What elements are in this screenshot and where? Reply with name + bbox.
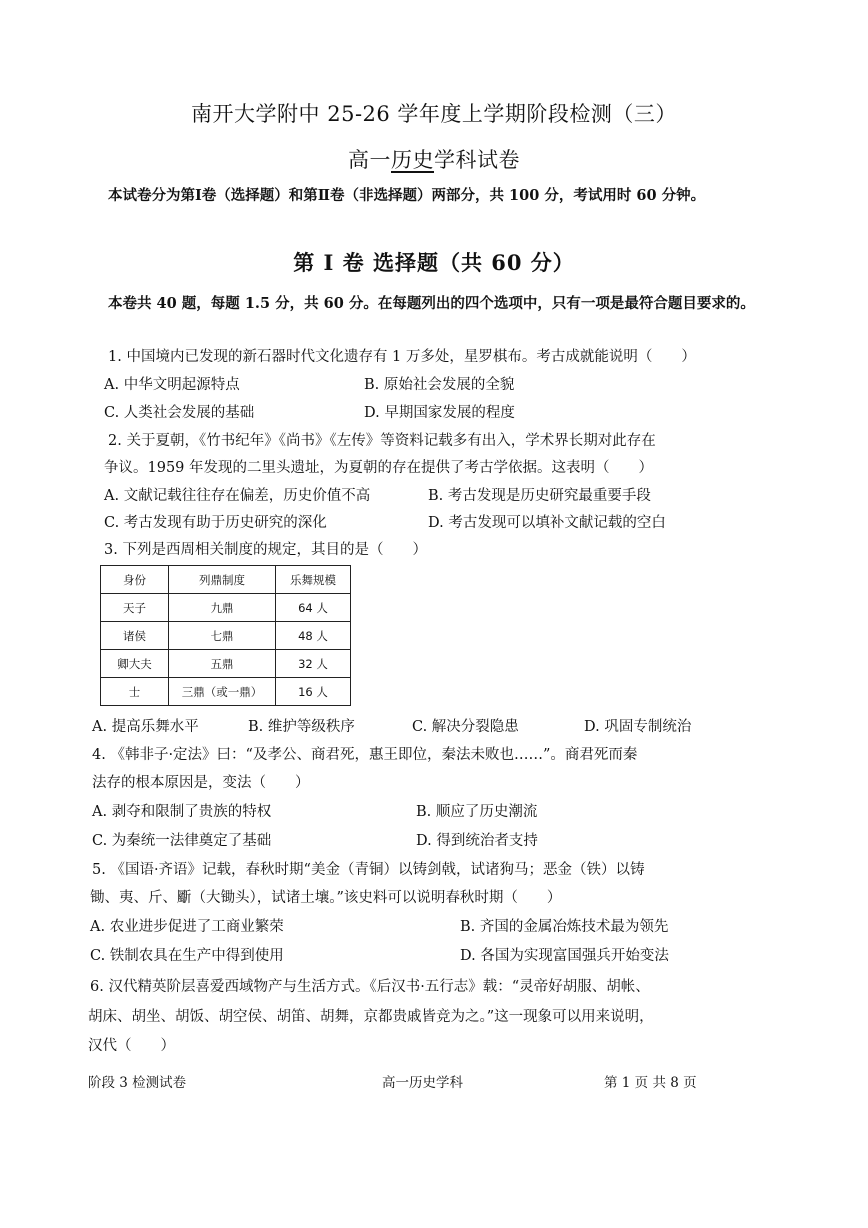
question-5-option-d: D. 各国为实现富国强兵开始变法 <box>460 948 669 964</box>
question-1-stem: 1. 中国境内已发现的新石器时代文化遗存有 1 万多处，星罗棋布。考古成就能说明（ ） <box>108 349 696 365</box>
page-title: 南开大学附中 25-26 学年度上学期阶段检测（三） <box>191 102 677 126</box>
table-cell: 七鼎 <box>169 622 276 650</box>
exam-intro: 本试卷分为第Ⅰ卷（选择题）和第Ⅱ卷（非选择题）两部分，共 100 分，考试用时 60 分钟。 <box>108 187 706 204</box>
question-2-option-d: D. 考古发现可以填补文献记载的空白 <box>428 515 666 531</box>
question-3-option-a: A. 提高乐舞水平 <box>92 719 199 735</box>
table-cell: 九鼎 <box>169 594 276 622</box>
subject-title-suffix: 学科试卷 <box>434 148 520 172</box>
footer-exam-name: 阶段 3 检测试卷 <box>88 1075 187 1091</box>
table-header-cell: 身份 <box>101 566 169 594</box>
question-2-option-a: A. 文献记载往往存在偏差，历史价值不高 <box>104 488 371 504</box>
question-4-option-a: A. 剥夺和限制了贵族的特权 <box>92 804 272 820</box>
question-2-stem-line-1: 2. 关于夏朝，《竹书纪年》《尚书》《左传》等资料记载多有出入，学术界长期对此存在 <box>108 433 656 449</box>
table-cell: 32 人 <box>276 650 351 678</box>
subject-title <box>0 144 868 174</box>
question-5-option-a: A. 农业进步促进了工商业繁荣 <box>90 919 284 935</box>
table-header-row <box>101 566 351 594</box>
question-4-stem-line-2: 法存的根本原因是，变法（ ） <box>92 775 310 791</box>
table-cell: 五鼎 <box>169 650 276 678</box>
question-1-option-c: C. 人类社会发展的基础 <box>104 405 255 421</box>
question-1-option-b: B. 原始社会发展的全貌 <box>364 377 515 393</box>
question-6-stem-line-1: 6. 汉代精英阶层喜爱西域物产与生活方式。《后汉书·五行志》载：“灵帝好胡服、胡帐、 <box>90 979 650 995</box>
question-2-option-b: B. 考古发现是历史研究最重要手段 <box>428 488 651 504</box>
question-6-stem-line-3: 汉代（ ） <box>88 1038 175 1054</box>
question-1-option-a: A. 中华文明起源特点 <box>104 377 240 393</box>
table-cell: 诸侯 <box>101 622 169 650</box>
question-6-stem-line-2: 胡床、胡坐、胡饭、胡空侯、胡笛、胡舞，京都贵戚皆竞为之。”这一现象可以用来说明， <box>88 1009 654 1025</box>
question-4-stem-line-1: 4. 《韩非子·定法》曰：“及孝公、商君死，惠王即位，秦法未败也……”。商君死而秦 <box>92 747 638 763</box>
question-5-stem-line-2: 锄、夷、斤、斸（大锄头），试诸土壤。”该史料可以说明春秋时期（ ） <box>90 890 562 906</box>
question-2-option-c: C. 考古发现有助于历史研究的深化 <box>104 515 327 531</box>
question-5-option-b: B. 齐国的金属冶炼技术最为领先 <box>460 919 669 935</box>
question-3-option-b: B. 维护等级秩序 <box>248 719 355 735</box>
table-cell: 16 人 <box>276 678 351 706</box>
table-row <box>101 594 351 622</box>
table-cell: 士 <box>101 678 169 706</box>
table-header-cell: 乐舞规模 <box>276 566 351 594</box>
question-2-stem-line-2: 争议。1959 年发现的二里头遗址，为夏朝的存在提供了考古学依据。这表明（ ） <box>104 460 654 476</box>
question-4-option-d: D. 得到统治者支持 <box>416 833 538 849</box>
table-row <box>101 678 351 706</box>
table-cell: 卿大夫 <box>101 650 169 678</box>
table-cell: 天子 <box>101 594 169 622</box>
section-title: 第 Ⅰ 卷 选择题（共 60 分） <box>293 250 575 275</box>
table-cell: 三鼎（或一鼎） <box>169 678 276 706</box>
question-3-option-d: D. 巩固专制统治 <box>584 719 692 735</box>
footer-page-number: 第 1 页 共 8 页 <box>604 1075 697 1091</box>
section-instructions: 本卷共 40 题，每题 1.5 分，共 60 分。在每题列出的四个选项中，只有一项是最符合题目要求的。 <box>108 295 755 312</box>
table-row <box>101 622 351 650</box>
table-cell: 64 人 <box>276 594 351 622</box>
table-header-cell: 列鼎制度 <box>169 566 276 594</box>
table-cell: 48 人 <box>276 622 351 650</box>
question-5-stem-line-1: 5. 《国语·齐语》记载，春秋时期“美金（青铜）以铸剑戟，试诸狗马；恶金（铁）以铸 <box>92 862 645 878</box>
footer-subject: 高一历史学科 <box>382 1075 463 1091</box>
question-4-option-c: C. 为秦统一法律奠定了基础 <box>92 833 272 849</box>
question-1-option-d: D. 早期国家发展的程度 <box>364 405 515 421</box>
subject-title-prefix: 高一 <box>348 148 391 172</box>
question-3-stem: 3. 下列是西周相关制度的规定，其目的是（ ） <box>104 542 427 558</box>
table-row <box>101 650 351 678</box>
rank-system-table <box>100 565 351 706</box>
subject-title-underlined: 历史 <box>391 148 434 172</box>
question-3-option-c: C. 解决分裂隐患 <box>412 719 519 735</box>
question-4-option-b: B. 顺应了历史潮流 <box>416 804 538 820</box>
question-5-option-c: C. 铁制农具在生产中得到使用 <box>90 948 284 964</box>
